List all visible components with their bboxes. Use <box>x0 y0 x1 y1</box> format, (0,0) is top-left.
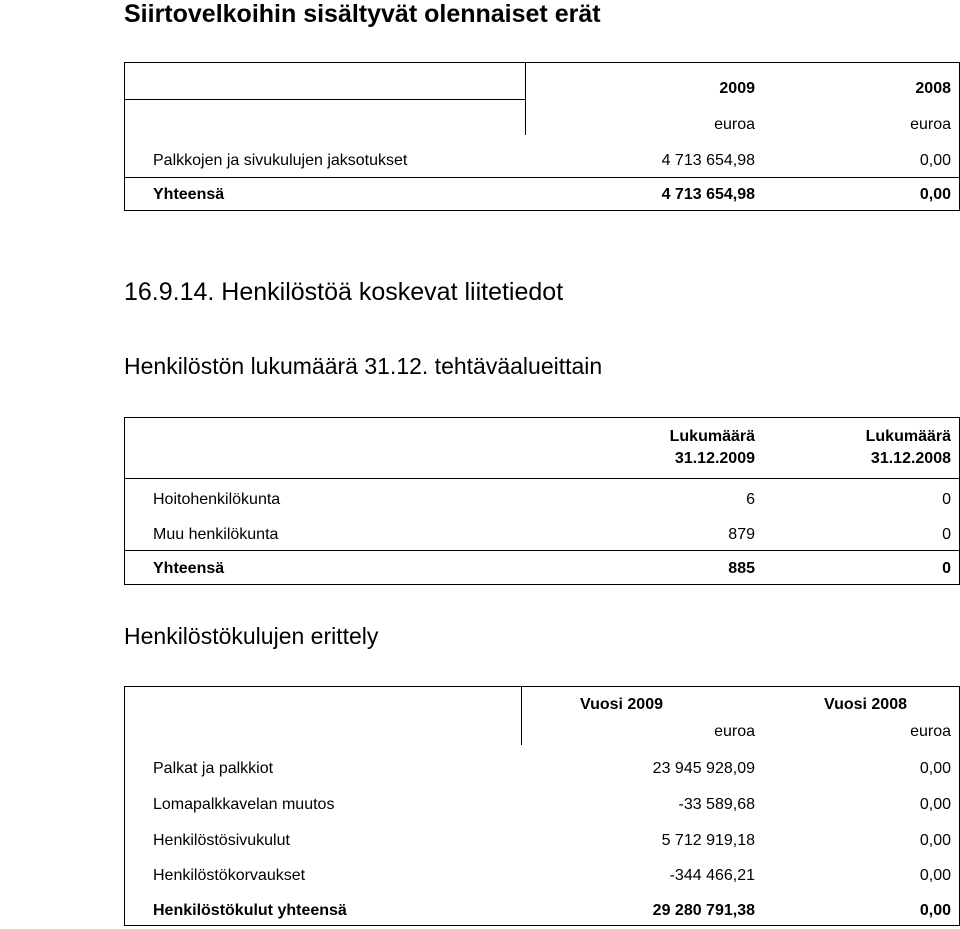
table-row <box>125 517 959 553</box>
row-value-2009: 23 945 928,09 <box>652 760 755 777</box>
col1-header-line2: 31.12.2009 <box>674 450 755 467</box>
row-value-2008: 0,00 <box>919 186 951 203</box>
row-value-2008: 0 <box>942 560 951 577</box>
row-label: Muu henkilökunta <box>153 526 279 543</box>
personnel-count-table <box>124 417 960 585</box>
col2-header <box>866 426 951 470</box>
col-year-2008: 2008 <box>915 80 951 97</box>
col1-header-line1: Lukumäärä <box>669 428 755 445</box>
row-value-2009: 4 713 654,98 <box>661 152 755 169</box>
header-divider <box>125 478 959 479</box>
row-value-2008: 0,00 <box>919 832 951 849</box>
row-value-2008: 0,00 <box>919 152 951 169</box>
row-value-2008: 0 <box>942 526 951 543</box>
col-year-2009: 2009 <box>719 80 755 97</box>
table-row <box>125 787 959 823</box>
section2-title: 16.9.14. Henkilöstöä koskevat liitetiedot <box>124 278 564 306</box>
unit-row <box>125 714 959 750</box>
col-year-2009: Vuosi 2009 <box>579 696 663 713</box>
row-value-2009: -33 589,68 <box>678 796 755 813</box>
row-label: Palkat ja palkkiot <box>153 760 274 777</box>
section2-subtitle: Henkilöstön lukumäärä 31.12. tehtäväalueittain <box>124 353 603 379</box>
row-value-2009: 29 280 791,38 <box>652 902 755 919</box>
unit-2009: euroa <box>714 116 755 133</box>
col1-header <box>670 426 755 470</box>
table-row <box>125 482 959 518</box>
row-label: Henkilöstökulut yhteensä <box>153 902 347 919</box>
unit-row <box>125 107 959 143</box>
unit-2009: euroa <box>714 723 755 740</box>
col2-header-line1: Lukumäärä <box>865 428 951 445</box>
personnel-costs-table <box>124 686 960 926</box>
row-label: Yhteensä <box>153 560 225 577</box>
row-label: Palkkojen ja sivukulujen jaksotukset <box>153 152 408 169</box>
table-row <box>125 143 959 179</box>
row-label: Lomapalkkavelan muutos <box>153 796 335 813</box>
section1-title: Siirtovelkoihin sisältyvät olennaiset erät <box>124 0 601 28</box>
row-value-2008: 0,00 <box>919 867 951 884</box>
row-value-2009: 879 <box>728 526 755 543</box>
col2-header-line2: 31.12.2008 <box>870 450 951 467</box>
accrued-liabilities-table <box>124 62 960 211</box>
row-value-2009: -344 466,21 <box>669 867 755 884</box>
total-row <box>125 551 959 587</box>
table-row <box>125 751 959 787</box>
unit-2008: euroa <box>910 116 951 133</box>
total-row <box>125 893 959 929</box>
section3-title: Henkilöstökulujen erittely <box>124 623 379 649</box>
header-row <box>125 71 959 107</box>
row-value-2009: 4 713 654,98 <box>661 186 755 203</box>
row-value-2008: 0,00 <box>919 902 951 919</box>
row-value-2008: 0 <box>942 491 951 508</box>
row-label: Henkilöstösivukulut <box>153 832 290 849</box>
row-label: Yhteensä <box>153 186 225 203</box>
total-row <box>125 177 959 213</box>
row-value-2009: 6 <box>746 491 755 508</box>
table-row <box>125 823 959 859</box>
unit-2008: euroa <box>910 723 951 740</box>
row-label: Henkilöstökorvaukset <box>153 867 306 884</box>
row-value-2009: 885 <box>728 560 755 577</box>
row-value-2008: 0,00 <box>919 796 951 813</box>
row-label: Hoitohenkilökunta <box>153 491 281 508</box>
table-row <box>125 858 959 894</box>
row-value-2009: 5 712 919,18 <box>661 832 755 849</box>
col-year-2008: Vuosi 2008 <box>823 696 907 713</box>
row-value-2008: 0,00 <box>919 760 951 777</box>
